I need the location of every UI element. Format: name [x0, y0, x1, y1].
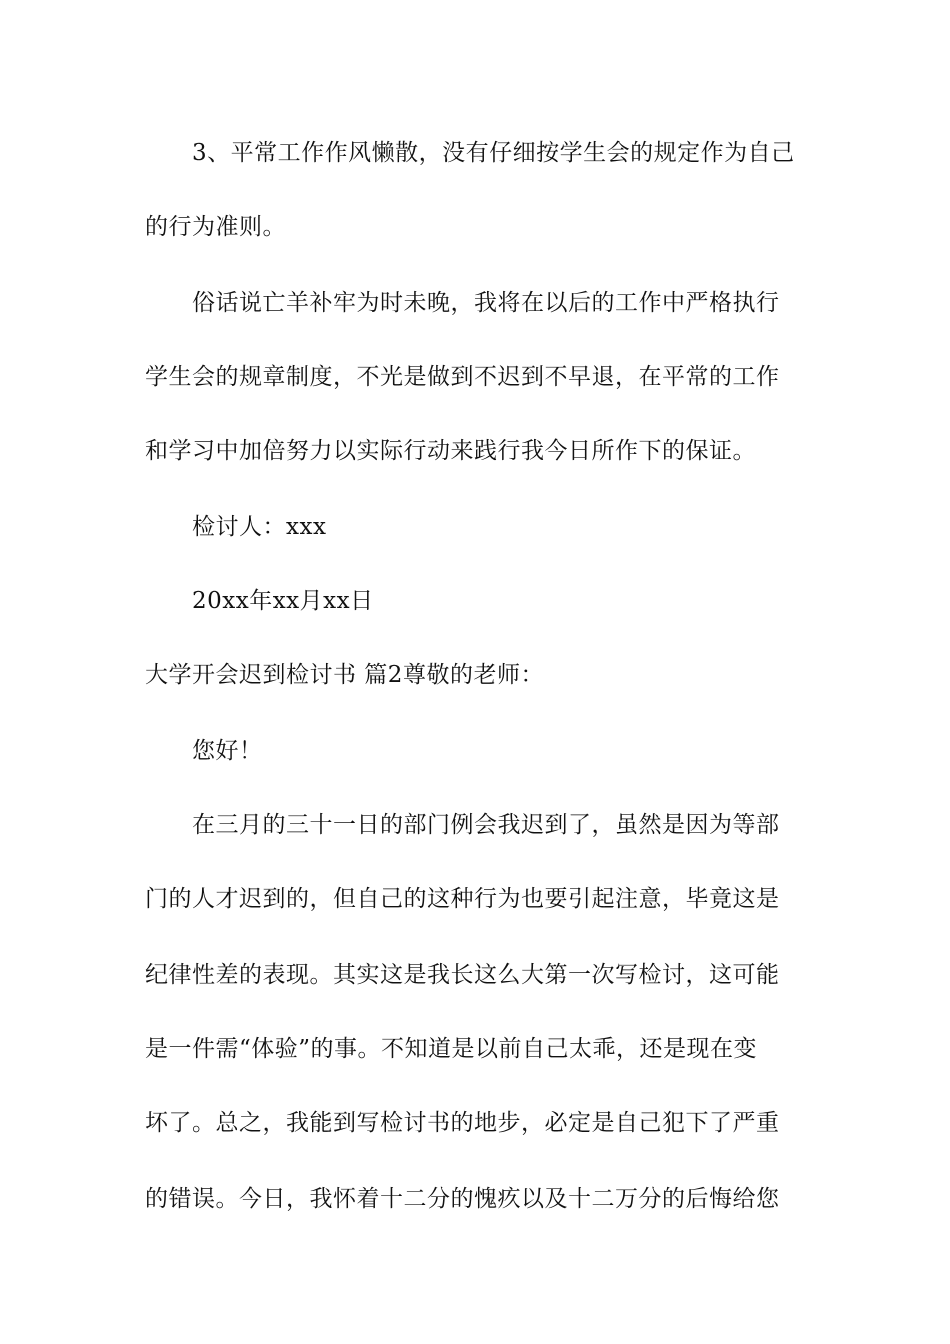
body-line-2: 门的人才迟到的，但自己的这种行为也要引起注意，毕竟这是: [145, 886, 780, 912]
section-heading: 大学开会迟到检讨书 篇2尊敬的老师：: [145, 662, 544, 688]
body-line-5: 坏了。总之，我能到写检讨书的地步，必定是自己犯下了严重: [145, 1110, 780, 1136]
paragraph-resolve-line-3: 和学习中加倍努力以实际行动来践行我今日所作下的保证。: [145, 438, 756, 464]
body-line-1: 在三月的三十一日的部门例会我迟到了，虽然是因为等部: [192, 812, 780, 838]
paragraph-3-line-2: 的行为准则。: [145, 214, 286, 240]
signature-date: 20xx年xx月xx日: [192, 588, 374, 614]
paragraph-3-line-1: 3、平常工作作风懒散，没有仔细按学生会的规定作为自己: [192, 140, 795, 166]
body-line-6: 的错误。今日，我怀着十二分的愧疚以及十二万分的后悔给您: [145, 1186, 780, 1212]
body-line-3: 纪律性差的表现。其实这是我长这么大第一次写检讨，这可能: [145, 962, 780, 988]
body-line-4: 是一件需“体验”的事。不知道是以前自己太乖，还是现在变: [145, 1036, 758, 1062]
paragraph-resolve-line-2: 学生会的规章制度，不光是做到不迟到不早退，在平常的工作: [145, 364, 780, 390]
greeting: 您好！: [192, 738, 263, 764]
paragraph-resolve-line-1: 俗话说亡羊补牢为时未晚，我将在以后的工作中严格执行: [192, 290, 780, 316]
signature-name: 检讨人：xxx: [192, 514, 327, 540]
